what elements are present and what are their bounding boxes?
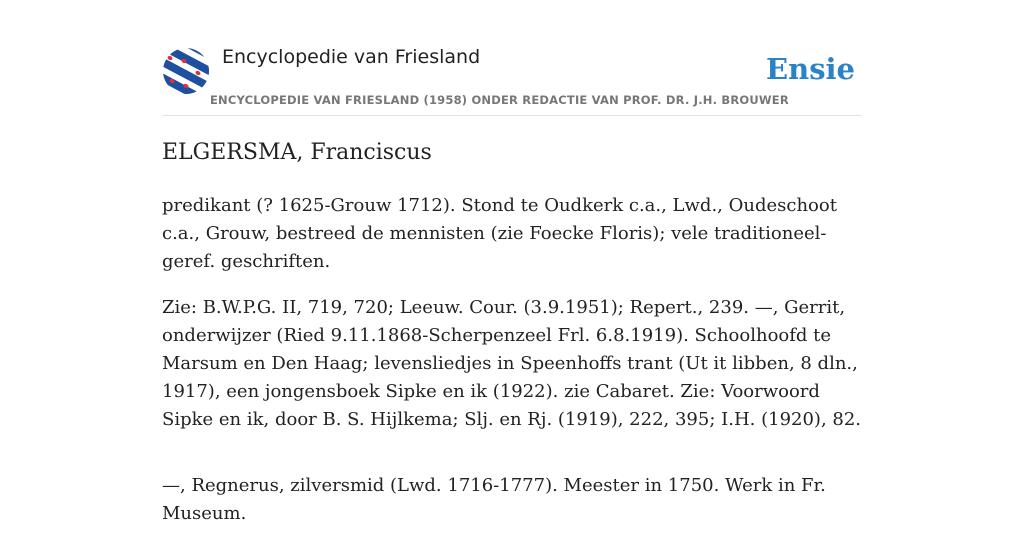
- frisian-flag-icon[interactable]: [162, 48, 210, 94]
- entry-paragraph: —, Regnerus, zilversmid (Lwd. 1716-1777). Meester in 1750. Werk in Fr. Museum.: [162, 475, 826, 524]
- brand-logo-text[interactable]: Ensie: [766, 52, 855, 86]
- entry-body: [162, 192, 862, 546]
- site-subtitle: ENCYCLOPEDIE VAN FRIESLAND (1958) ONDER REDACTIE VAN PROF. DR. J.H. BROUWER: [210, 93, 789, 107]
- site-title[interactable]: Encyclopedie van Friesland: [222, 46, 481, 68]
- entry-title: ELGERSMA, Franciscus: [162, 140, 432, 165]
- header-divider: [162, 115, 862, 116]
- entry-paragraph: Zie: B.W.P.G. II, 719, 720; Leeuw. Cour. (3.9.1951); Repert., 239. —, Gerrit, onderwijzer (Ried 9.11.1868-Scherpenzeel Frl. 6.8.1919). Schoolhoofd te Marsum en Den Haag; levensliedjes in Speenhoffs trant (Ut it libben, 8 dln., 1917), een jongensboek Sipke en ik (1922). zie Cabaret. Zie: Voorwoord Sipke en ik, door B. S. Hijlkema; Slj. en Rj. (1919), 222, 395; I.H. (1920), 82.: [162, 297, 862, 430]
- entry-paragraph: predikant (? 1625-Grouw 1712). Stond te Oudkerk c.a., Lwd., Oudeschoot c.a., Grouw, bestreed de mennisten (zie Foecke Floris); vele traditioneel-geref. geschriften.: [162, 195, 837, 272]
